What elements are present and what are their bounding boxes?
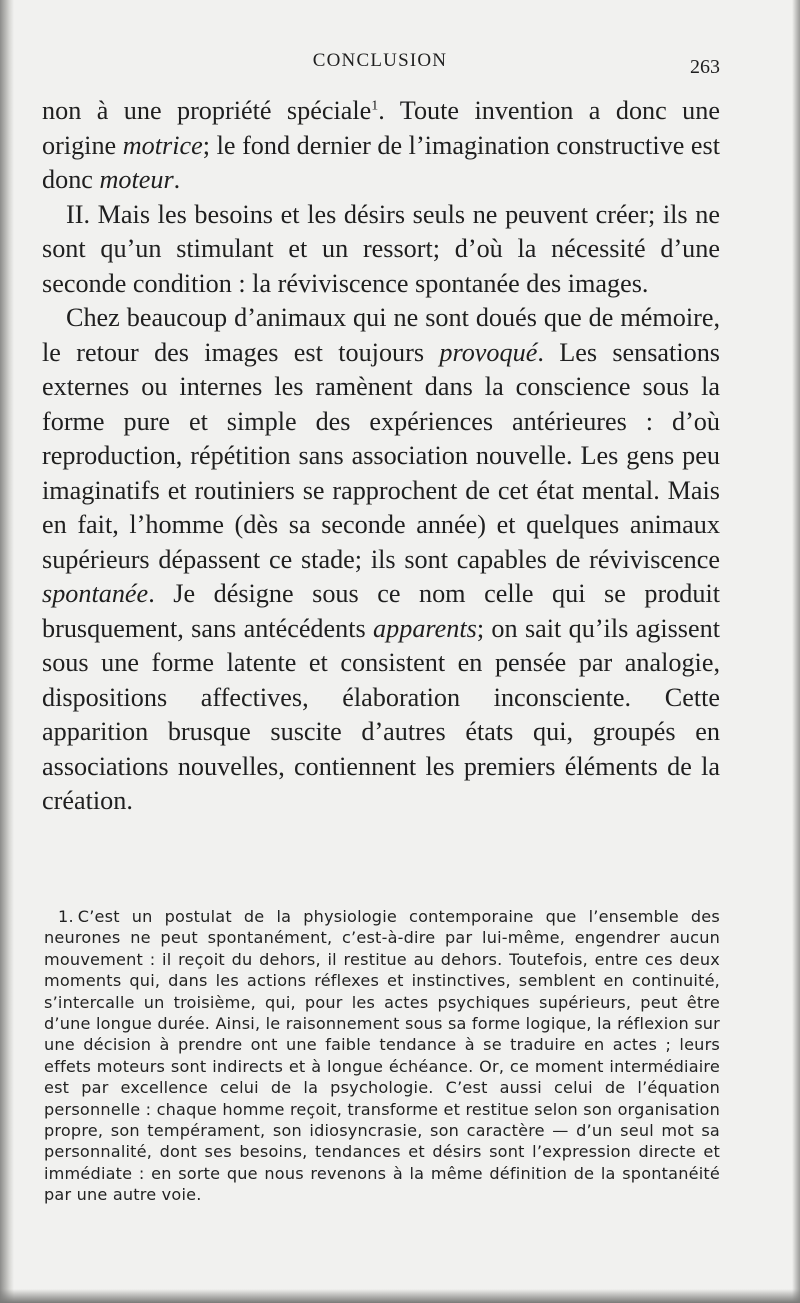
footnote-text: C’est un postulat de la physiologie contemporaine que l’ensemble des neurones ne peut spontanément, c’est-à-dire par lui-même, engendrer aucun mouvement : il reçoit du dehors, il restitue au dehors. Toutefois, entre ces deux moments qui, dans les actions réflexes et instinctives, semblent en continuité, s’intercalle un troisième, qui, pour les actes psychiques supérieurs, peut être d’une longue durée. Ainsi, le raisonnement sous sa forme logique, la réflexion sur une décision à prendre ont une faible tendance à se traduire en actes ; leurs effets moteurs sont indirects et à longue échéance. Or, ce moment intermédiaire est par excellence celui de la psychologie. C’est aussi celui de l’équation personnelle : chaque homme reçoit, transforme et restitue selon son organisation propre, son tempérament, son idiosyncrasie, son caractère — d’un seul mot sa personnalité, dont ses besoins, tendances et désirs sont l’expression directe et immédiate : en sorte que nous revenons à la même définition de la spontanéité par une autre voie. [44,907,720,1205]
italic-text: spontanée [42,579,149,608]
main-text [42,94,720,819]
text-run: . Toute invention a donc une origine [42,96,720,160]
text-run: ; le fond dernier de l’imagination constructive est donc [42,130,720,194]
italic-text: provoqué [439,337,538,367]
page-number: 263 [690,56,720,78]
text-run: . Les sensations externes ou internes les ramènent dans la conscience sous la forme pure et simple des expériences antérieures : d’où reproduction, répétition sans association nouvelle. Les gens peu imaginatifs et routiniers se rapprochent de cet état mental. Mais en fait, l’homme (dès sa seconde année) et quelques animaux supérieurs dépassent ce stade; ils sont capables de réviviscence [42,337,720,574]
text-run: . Je désigne sous ce nom celle qui se produit brusquement, sans antécédents [42,579,720,643]
page-edge-shadow-right [792,0,800,1303]
italic-text: apparents [373,613,477,643]
page-edge-shadow-left [0,0,14,1303]
paragraph-2: II. Mais les besoins et les désirs seuls ne peuvent créer; ils ne sont qu’un stimulant et un ressort; d’où la nécessité d’une seconde condition : la réviviscence spontanée des images. [42,199,720,298]
text-run: ; on sait qu’ils agissent sous une forme latente et consistent en pensée par analogie, dispositions affectives, élaboration inconsciente. Cette apparition brusque suscite d’autres états qui, groupés en associations nouvelles, contiennent les premiers éléments de la création. [42,613,720,815]
text-run: Chez beaucoup d’animaux qui ne sont doués que de mémoire, le retour des images est toujours [42,303,720,367]
footnote [44,906,720,1206]
paragraph-1 [42,94,720,198]
italic-text: motrice [122,130,203,160]
text-run: . [173,165,181,194]
paragraph-3 [42,301,720,819]
page-edge-shadow-bottom [0,1289,800,1303]
running-title: CONCLUSION [312,50,448,71]
page-header [40,50,720,90]
italic-text: moteur [99,165,174,194]
footnote-reference: 1 [371,98,379,114]
text-run: non à une propriété spéciale [42,96,372,125]
footnote-number: 1. [58,907,74,926]
